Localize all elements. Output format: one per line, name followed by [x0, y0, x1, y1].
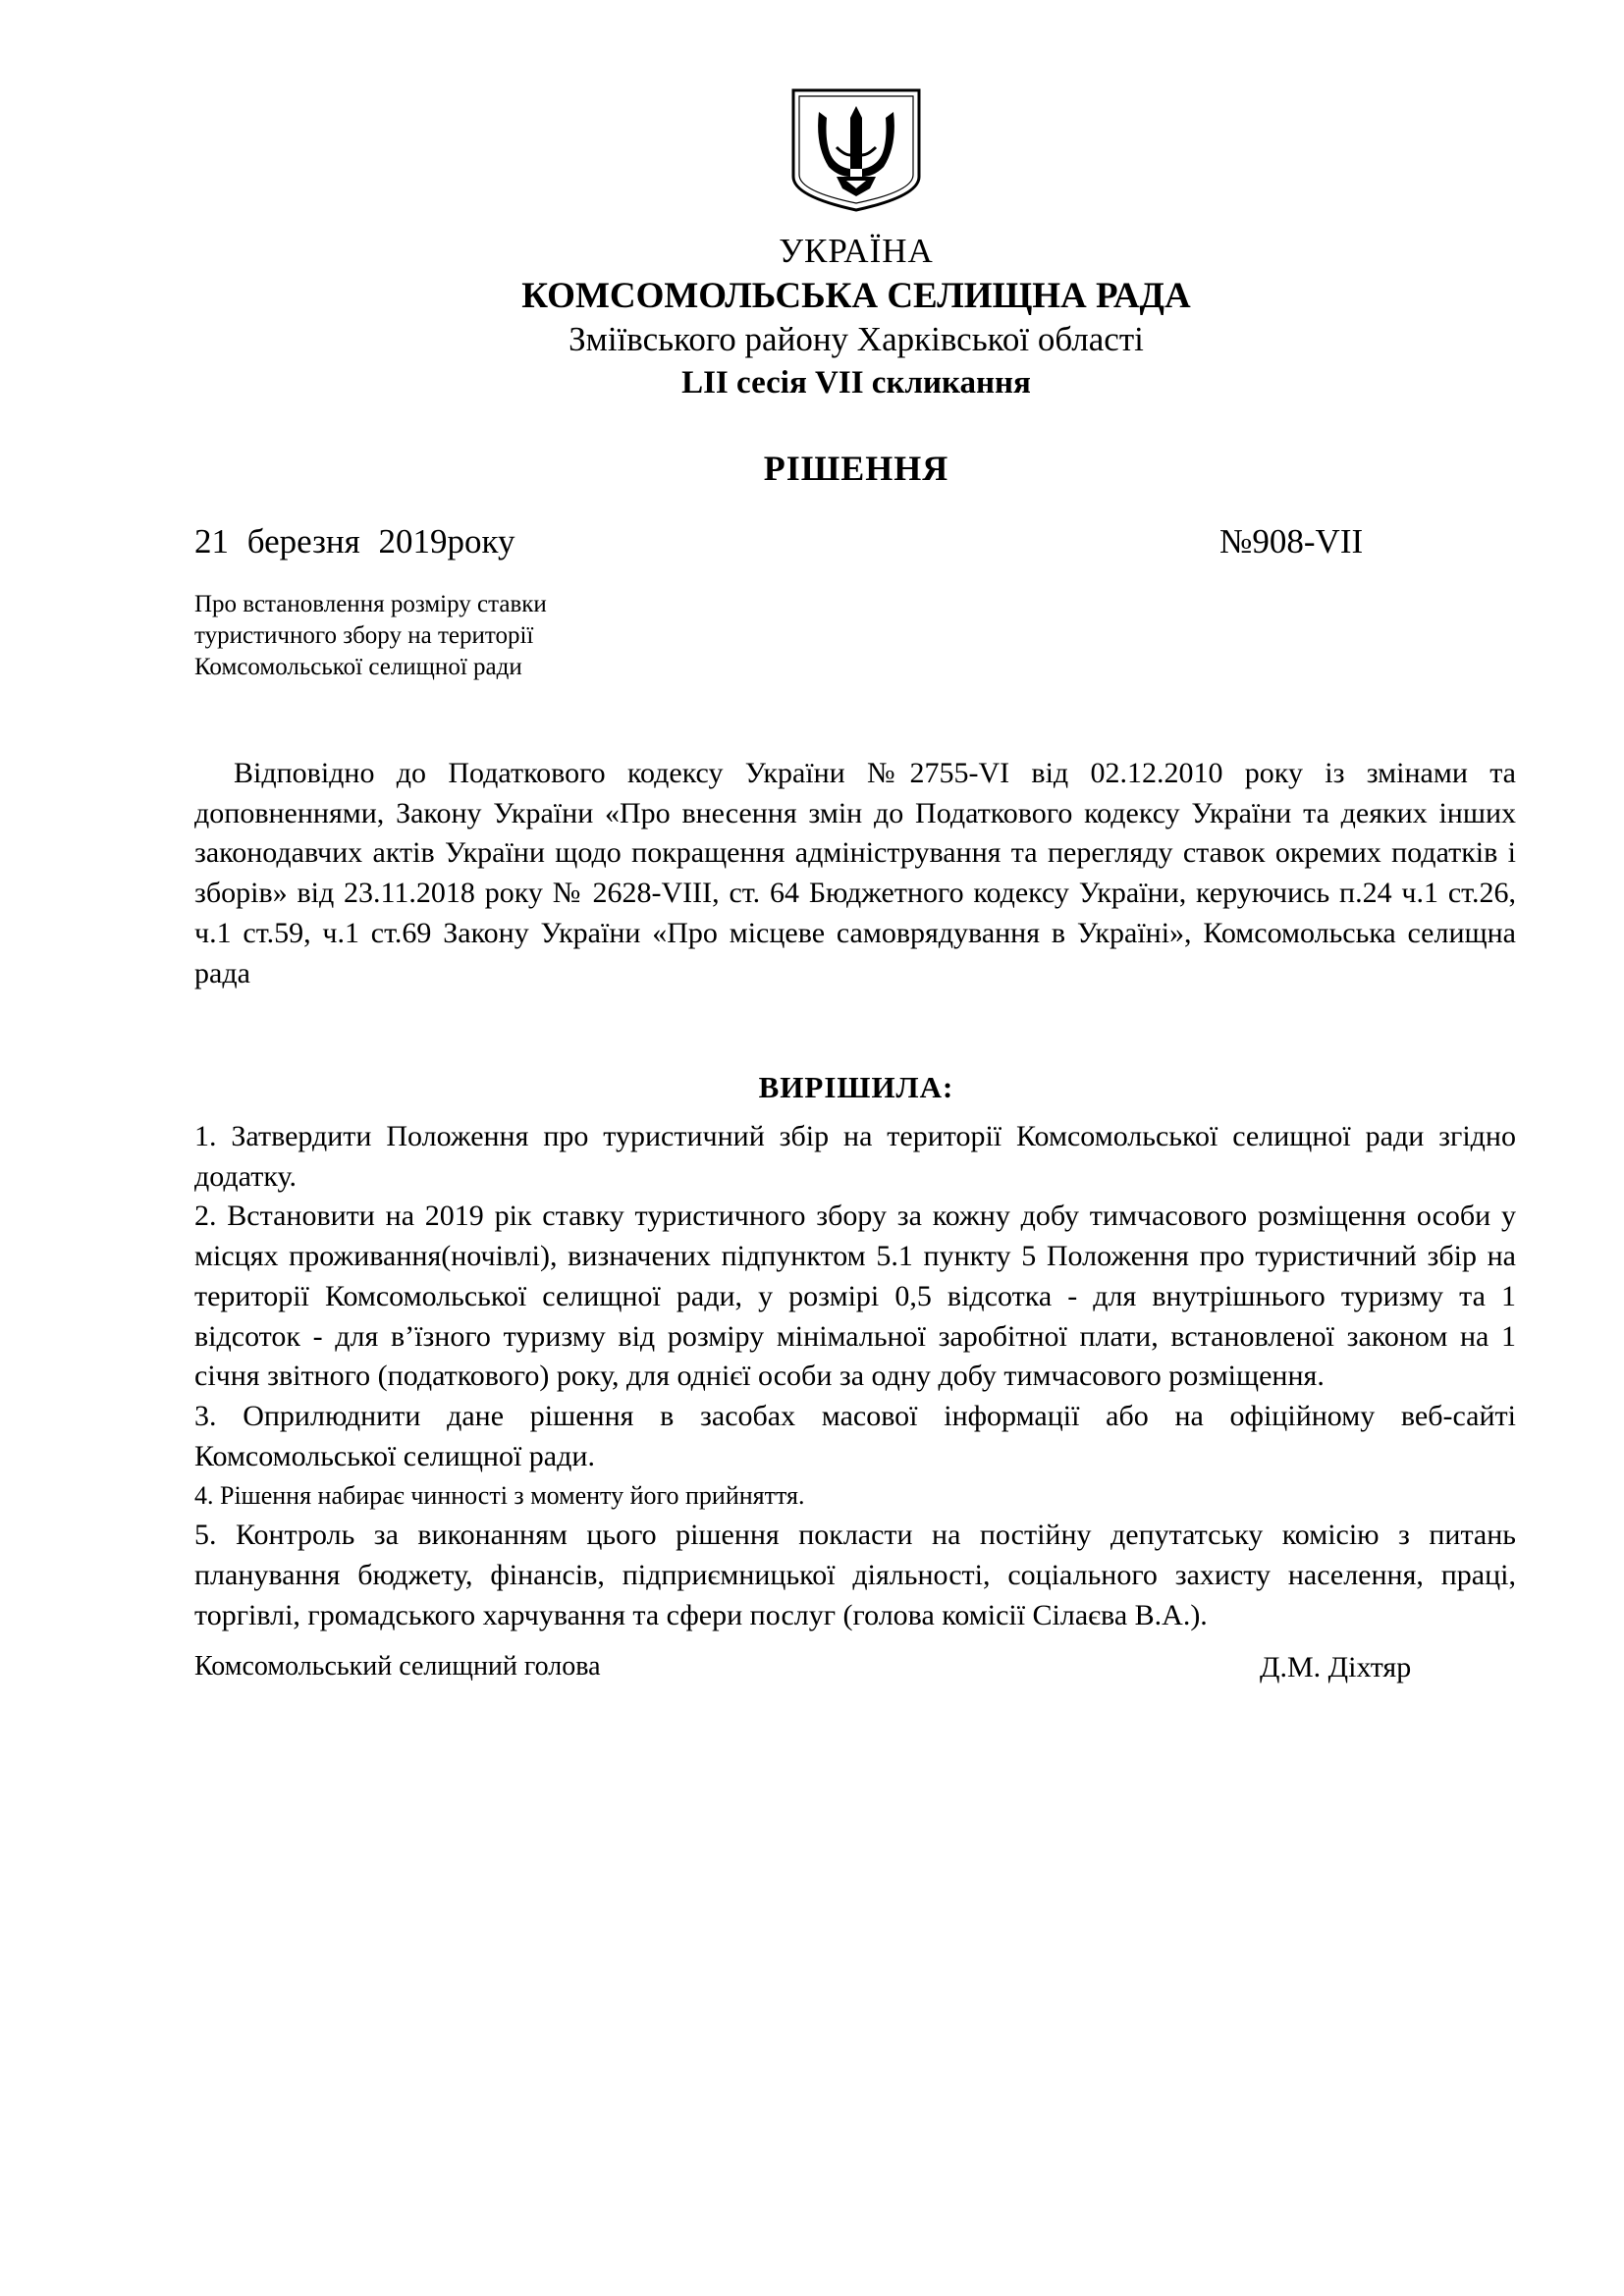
decision-subject: [194, 589, 547, 683]
document-type-title: РІШЕННЯ: [763, 449, 949, 488]
trident-coat-of-arms-icon: [789, 86, 923, 212]
decision-item: 1. Затвердити Положення про туристичний збір на території Комсомольської селищної ради згідно додатку.: [194, 1120, 1516, 1193]
subject-line: Комсомольської селищної ради: [194, 654, 522, 680]
subject-line: Про встановлення розміру ставки: [194, 591, 547, 617]
decision-items: [194, 1117, 1516, 1635]
decision-date: 21 березня 2019року: [194, 522, 515, 561]
decision-item: 3. Оприлюднити дане рішення в засобах масової інформації або на офіційному веб-сайті Комсомольської селищної ради.: [194, 1399, 1516, 1472]
decision-item: 2. Встановити на 2019 рік ставку туристичного збору за кожну добу тимчасового розміщення особи у місцях проживання(ночівлі), визначених підпунктом 5.1 пункту 5 Положення про туристичний збір на території Комсомольської селищної ради, у розмірі 0,5 відсотка - для внутрішнього туризму та 1 відсоток - для в’їзного туризму від розміру мінімальної заробітної плати, встановленої законом на 1 січня звітного (податкового) року, для однієї особи за одну добу тимчасового розміщення.: [194, 1200, 1516, 1393]
district-subtitle: Зміївського району Харківської області: [568, 320, 1144, 358]
signatory-title: Комсомольський селищний голова: [194, 1651, 601, 1682]
decision-number: №908-VII: [1219, 522, 1364, 561]
resolved-heading: ВИРІШИЛА:: [758, 1070, 954, 1104]
decision-item: 5. Контроль за виконанням цього рішення покласти на постійну депутатську комісію з питань планування бюджету, фінансів, підприємницької діяльності, соціального захисту населення, праці, торгівлі, громадського харчування та сфери послуг (голова комісії Сілаєва В.А.).: [194, 1519, 1516, 1631]
subject-line: туристичного збору на території: [194, 622, 534, 649]
preamble-paragraph: Відповідно до Податкового кодексу України №2755-VI від 02.12.2010 року із змінами та доповненнями, Закону України «Про внесення змін до Податкового кодексу України та деяких інших законодавчих актів України щодо покращення адміністрування та перегляду ставок окремих податків і зборів» від 23.11.2018 року № 2628-VIII, ст. 64 Бюджетного кодексу України, керуючись п.24 ч.1 ст.26, ч.1 ст.59, ч.1 ст.69 Закону України «Про місцеве самоврядування в Україні», Комсомольська селищна рада: [194, 757, 1516, 989]
session-label: LII сесія VII скликання: [681, 365, 1031, 400]
signatory-name: Д.М. Діхтяр: [1260, 1651, 1412, 1683]
council-name: КОМСОМОЛЬСЬКА СЕЛИЩНА РАДА: [521, 276, 1191, 316]
decision-item: 4. Рішення набирає чинності з моменту його прийняття.: [194, 1481, 805, 1511]
country-heading: УКРАЇНА: [779, 232, 934, 270]
